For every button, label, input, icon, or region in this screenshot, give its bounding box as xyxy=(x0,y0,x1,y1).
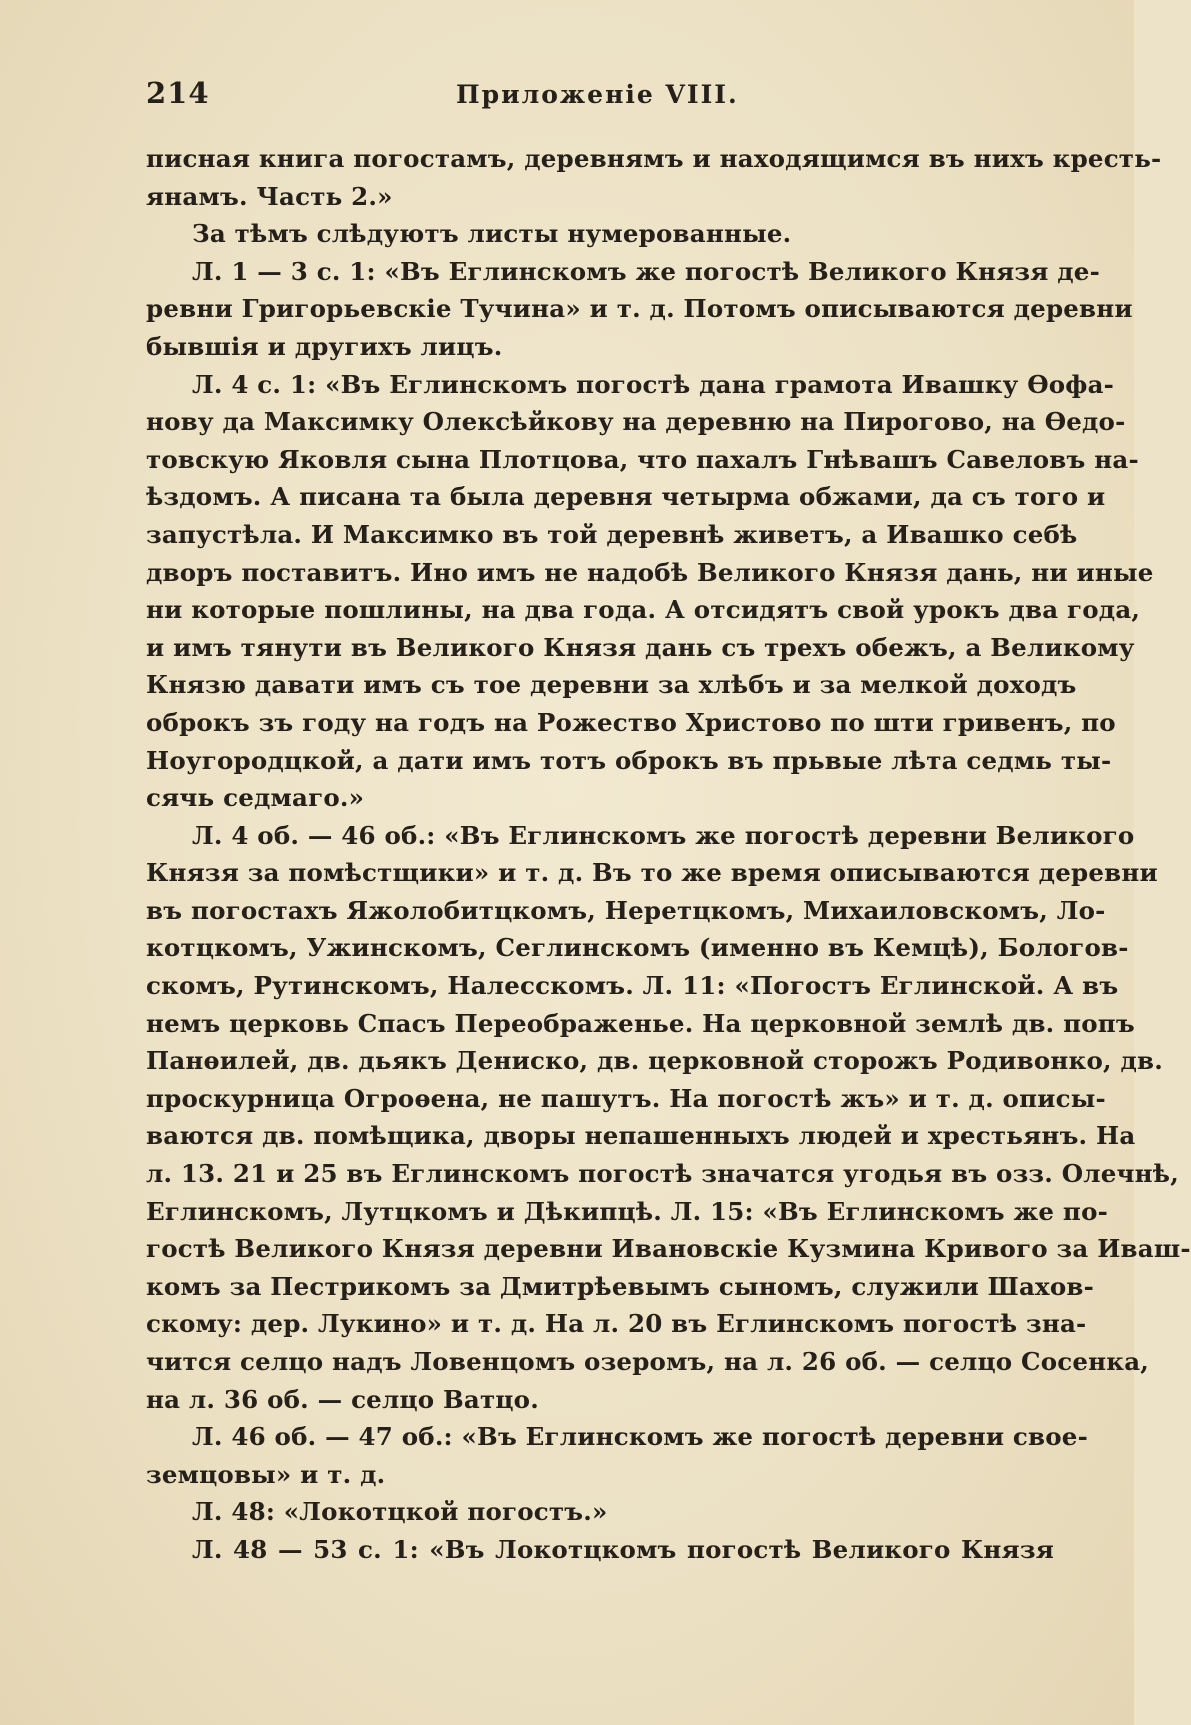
text-line: Князю давати имъ съ тое деревни за хлѣбъ и за мелкой доходъ xyxy=(146,670,1077,700)
text-line: Князя за помѣстщики» и т. д. Въ то же время описываются деревни xyxy=(146,858,1158,888)
text-line: скому: дер. Лукино» и т. д. На л. 20 въ Еглинскомъ погостѣ зна- xyxy=(146,1309,1087,1339)
text-line: Панѳилей, дв. дьякъ Дениско, дв. церковной сторожъ Родивонко, дв. xyxy=(146,1046,1163,1076)
text-line: писная книга погостамъ, деревнямъ и находящимся въ нихъ кресть- xyxy=(146,144,1162,173)
text-line: запустѣла. И Максимко въ той деревнѣ живетъ, а Ивашко себѣ xyxy=(146,519,1078,549)
text-line: дворъ поставитъ. Ино имъ не надобѣ Великого Князя дань, ни иные xyxy=(146,557,1154,587)
text-line: ваются дв. помѣщика, дворы непашенныхъ людей и хрестьянъ. На xyxy=(146,1121,1136,1151)
text-line: немъ церковь Спасъ Переображенье. На церковной землѣ дв. попъ xyxy=(146,1008,1135,1038)
text-line: Л. 48: «Локотцкой погостъ.» xyxy=(192,1497,608,1527)
page-number: 214 xyxy=(146,76,210,110)
text-line: За тѣмъ слѣдуютъ листы нумерованные. xyxy=(192,219,792,249)
text-line: въ погостахъ Яжолобитцкомъ, Неретцкомъ, Михаиловскомъ, Ло- xyxy=(146,895,1106,925)
text-line: л. 13. 21 и 25 въ Еглинскомъ погостѣ значатся угодья въ озз. Олечнѣ, xyxy=(146,1159,1179,1189)
text-line: Л. 4 об. — 46 об.: «Въ Еглинскомъ же погостѣ деревни Великого xyxy=(192,820,1135,850)
text-line: янамъ. Часть 2.» xyxy=(146,181,393,211)
text-line: Еглинскомъ, Лутцкомъ и Дѣкипцѣ. Л. 15: «Въ Еглинскомъ же по- xyxy=(146,1196,1108,1226)
text-line: ѣздомъ. А писана та была деревня четырма обжами, да съ того и xyxy=(146,482,1106,512)
text-line: котцкомъ, Ужинскомъ, Сеглинскомъ (именно въ Кемцѣ), Бологов- xyxy=(146,933,1129,963)
text-line: скомъ, Рутинскомъ, Налесскомъ. Л. 11: «Погостъ Еглинской. А въ xyxy=(146,971,1119,1001)
text-line: Л. 1 — 3 с. 1: «Въ Еглинскомъ же погостѣ Великого Князя де- xyxy=(192,256,1100,286)
text-line: оброкъ зъ году на годъ на Рожество Христово по шти гривенъ, по xyxy=(146,707,1116,737)
text-line: чится селцо надъ Ловенцомъ озеромъ, на л. 26 об. — селцо Сосенка, xyxy=(146,1347,1150,1376)
text-line: Л. 46 об. — 47 об.: «Въ Еглинскомъ же погостѣ деревни свое- xyxy=(192,1422,1088,1452)
body-text xyxy=(146,140,1191,1569)
text-line: ревни Григорьевскіе Тучина» и т. д. Потомъ описываются деревни xyxy=(146,294,1133,324)
text-line: гостѣ Великого Князя деревни Ивановскіе Кузмина Кривого за Иваш- xyxy=(146,1234,1191,1264)
running-title: Приложеніе VIII. xyxy=(456,80,739,109)
text-line: комъ за Пестрикомъ за Дмитрѣевымъ сыномъ, служили Шахов- xyxy=(146,1271,1094,1301)
text-line: ни которые пошлины, на два года. А отсидятъ свой урокъ два года, xyxy=(146,595,1141,625)
text-line: земцовы» и т. д. xyxy=(146,1459,386,1489)
text-line: Ноугородцкой, а дати имъ тотъ оброкъ въ прьвые лѣта седмь ты- xyxy=(146,745,1112,775)
text-line: сячь седмаго.» xyxy=(146,783,365,813)
text-line: нову да Максимку Олексѣйкову на деревню на Пирогово, на Ѳедо- xyxy=(146,407,1126,437)
text-line: бывшія и другихъ лицъ. xyxy=(146,331,503,361)
text-line: Л. 4 с. 1: «Въ Еглинскомъ погостѣ дана грамота Ивашку Ѳофа- xyxy=(192,369,1115,399)
text-line: товскую Яковля сына Плотцова, что пахалъ Гнѣвашъ Савеловъ на- xyxy=(146,444,1139,474)
text-line: проскурница Огроѳена, не пашутъ. На погостѣ жъ» и т. д. описы- xyxy=(146,1083,1106,1113)
text-line: на л. 36 об. — селцо Ватцо. xyxy=(146,1384,539,1414)
text-line: и имъ тянути въ Великого Князя дань съ трехъ обежъ, а Великому xyxy=(146,632,1135,662)
page-header xyxy=(146,76,1054,116)
text-line: Л. 48 — 53 с. 1: «Въ Локотцкомъ погостѣ Великого Князя xyxy=(192,1534,1054,1564)
